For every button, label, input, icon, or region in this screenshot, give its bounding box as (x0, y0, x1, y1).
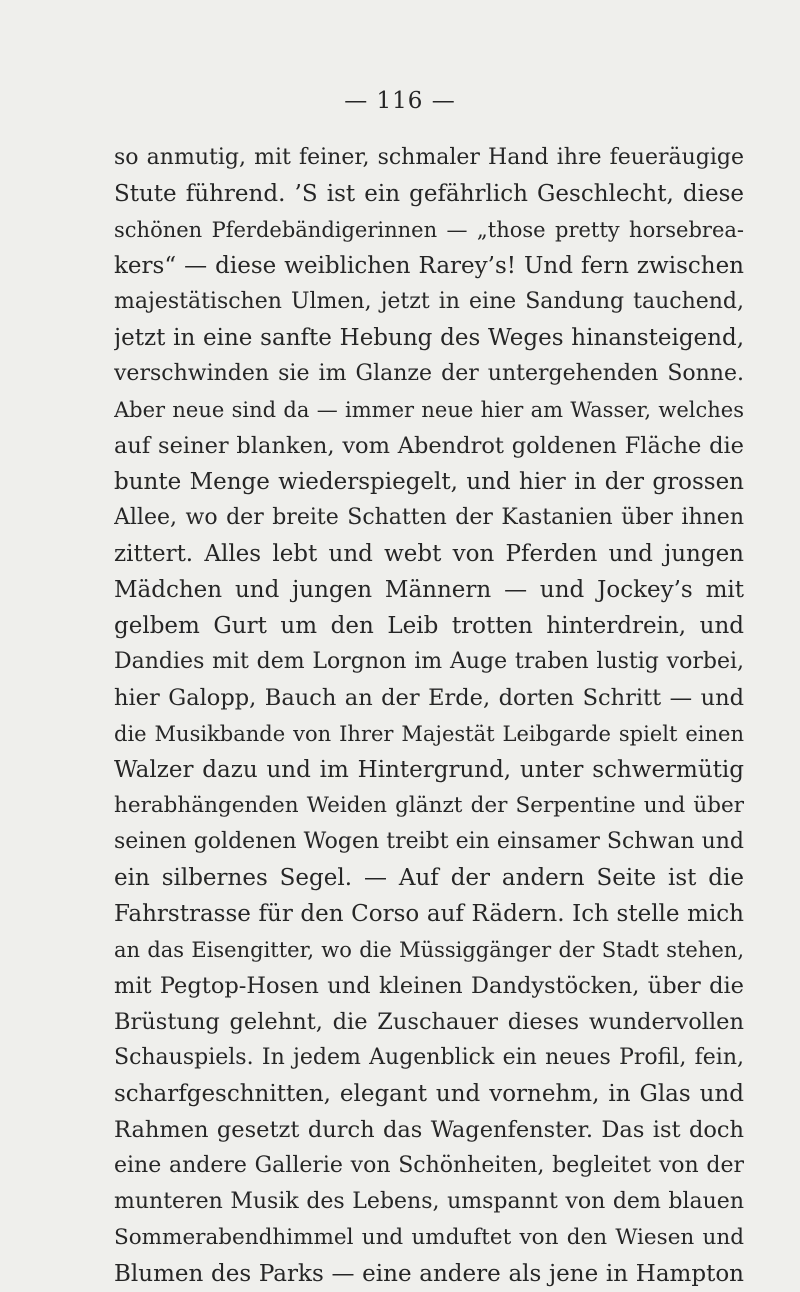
text-line: herabhängenden Weiden glänzt der Serpentine und über (114, 793, 744, 818)
text-line: kers“ — diese weiblichen Rarey’s! Und fern zwischen (114, 253, 744, 279)
text-line: Brüstung gelehnt, die Zuschauer dieses wundervollen (114, 1009, 744, 1035)
text-line: Stute führend. ’S ist ein gefährlich Geschlecht, diese (114, 181, 744, 207)
text-line: Schauspiels. In jedem Augenblick ein neues Profil, fein, (114, 1045, 744, 1070)
text-line: Blumen des Parks — eine andere als jene in Hampton (114, 1261, 744, 1287)
page-number: — 116 — (344, 88, 456, 114)
text-line: Allee, wo der breite Schatten der Kastanien über ihnen (114, 505, 744, 530)
text-line: an das Eisengitter, wo die Müssiggänger der Stadt stehen, (114, 938, 744, 962)
text-line: Walzer dazu und im Hintergrund, unter schwermütig (114, 757, 744, 783)
text-line: jetzt in eine sanfte Hebung des Weges hinansteigend, (114, 325, 744, 351)
text-line: eine andere Gallerie von Schönheiten, begleitet von der (114, 1153, 744, 1178)
text-line: Mädchen und jungen Männern — und Jockey’s mit (114, 577, 744, 603)
text-line: Aber neue sind da — immer neue hier am Wasser, welches (114, 398, 744, 422)
text-line: ein silbernes Segel. — Auf der andern Seite ist die (114, 865, 744, 891)
text-line: Rahmen gesetzt durch das Wagenfenster. Das ist doch (114, 1117, 744, 1143)
body-text (114, 140, 744, 1292)
text-line: verschwinden sie im Glanze der untergehenden Sonne. (114, 361, 744, 386)
text-line: Fahrstrasse für den Corso auf Rädern. Ich stelle mich (114, 901, 744, 927)
text-line: scharfgeschnitten, elegant und vornehm, in Glas und (114, 1081, 744, 1107)
text-line: schönen Pferdebändigerinnen — „those pretty horsebrea- (114, 218, 744, 242)
text-line: mit Pegtop-Hosen und kleinen Dandystöcken, über die (114, 973, 744, 999)
text-line: Sommerabendhimmel und umduftet von den Wiesen und (114, 1225, 744, 1250)
text-line: auf seiner blanken, vom Abendrot goldenen Fläche die (114, 433, 744, 459)
text-line: bunte Menge wiederspiegelt, und hier in der grossen (114, 469, 744, 495)
text-line: gelbem Gurt um den Leib trotten hinterdrein, und (114, 613, 744, 639)
text-line: Dandies mit dem Lorgnon im Auge traben lustig vorbei, (114, 649, 744, 674)
text-line: majestätischen Ulmen, jetzt in eine Sandung tauchend, (114, 289, 744, 314)
text-line: hier Galopp, Bauch an der Erde, dorten Schritt — und (114, 685, 744, 711)
text-line: so anmutig, mit feiner, schmaler Hand ihre feueräugige (114, 145, 744, 170)
text-line: zittert. Alles lebt und webt von Pferden und jungen (114, 541, 744, 567)
text-line: die Musikbande von Ihrer Majestät Leibgarde spielt einen (114, 722, 744, 746)
text-line: munteren Musik des Lebens, umspannt von dem blauen (114, 1189, 744, 1214)
text-line: seinen goldenen Wogen treibt ein einsamer Schwan und (114, 829, 744, 854)
